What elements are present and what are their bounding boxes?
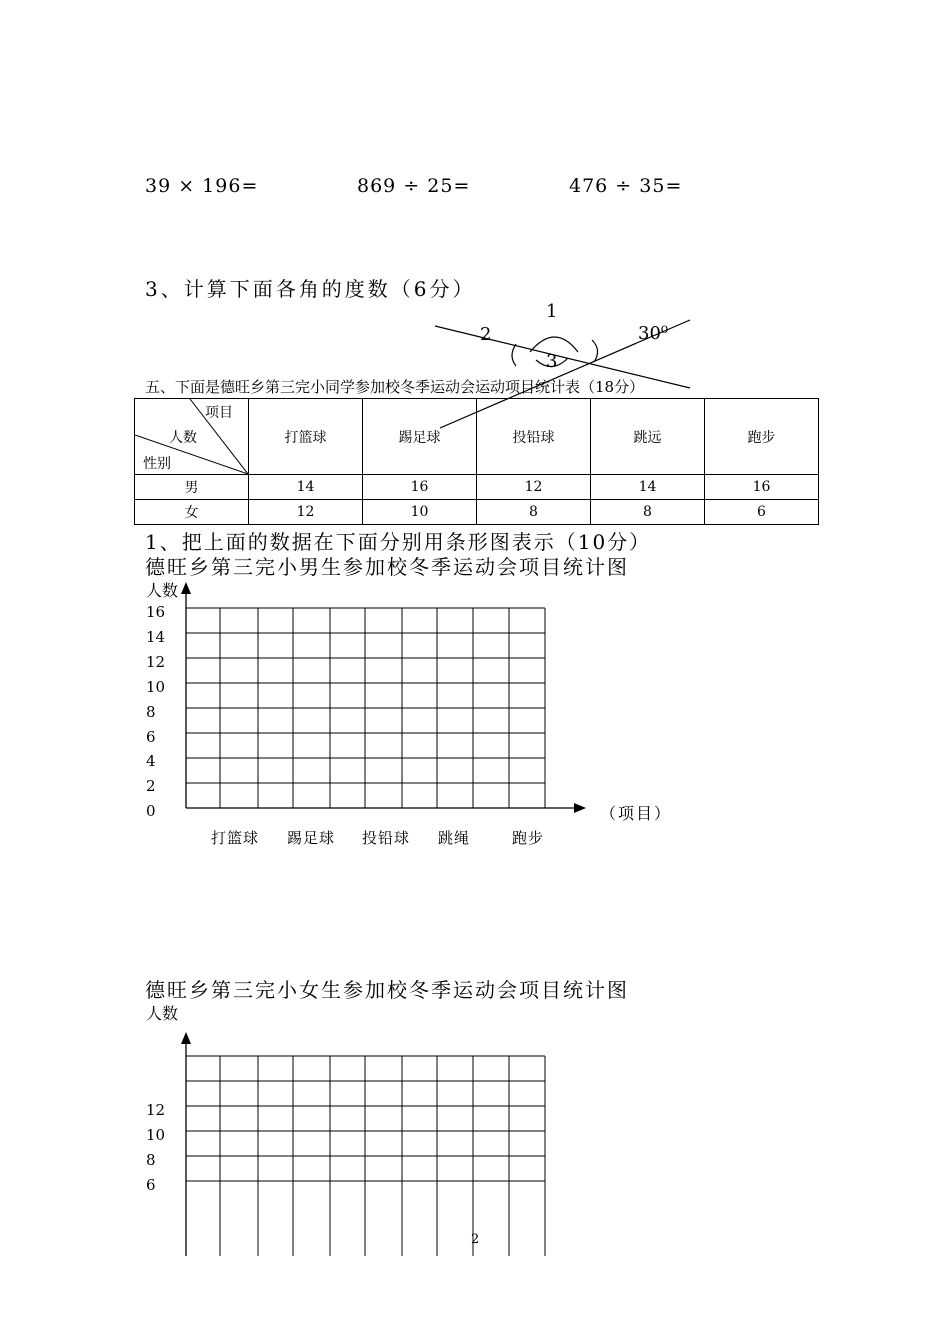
calc-problem-3: 476 ÷ 35= — [569, 175, 683, 197]
x-axis-label: （项目） — [600, 804, 673, 823]
y-tick: 12 — [146, 653, 166, 671]
table-cell: 8 — [477, 500, 591, 525]
column-header: 踢足球 — [363, 399, 477, 475]
table-cell: 12 — [249, 500, 363, 525]
chart-1-title: 德旺乡第三完小男生参加校冬季运动会项目统计图 — [145, 555, 629, 579]
x-category: 跑步 — [512, 829, 545, 847]
table-cell: 16 — [705, 475, 819, 500]
x-axis-arrow — [574, 803, 586, 813]
column-header: 打篮球 — [249, 399, 363, 475]
corner-label-item: 项目 — [205, 405, 233, 421]
table-cell: 6 — [705, 500, 819, 525]
table-cell: 16 — [363, 475, 477, 500]
column-header: 投铅球 — [477, 399, 591, 475]
table-cell: 12 — [477, 475, 591, 500]
y-tick: 8 — [146, 1151, 156, 1169]
chart-2-ylabel: 人数 — [146, 1004, 179, 1023]
table-cell: 10 — [363, 500, 477, 525]
y-tick: 2 — [146, 777, 156, 795]
angle-label-1: 1 — [546, 301, 558, 322]
chart-1-ylabel: 人数 — [146, 581, 179, 600]
grid-lines — [186, 608, 545, 808]
question-3-title: 3、计算下面各角的度数（6分） — [145, 277, 476, 301]
corner-label-gender: 性别 — [143, 456, 171, 472]
row-label: 男 — [135, 475, 249, 500]
chart-2-title: 德旺乡第三完小女生参加校冬季运动会项目统计图 — [145, 978, 629, 1002]
y-tick: 6 — [146, 728, 156, 746]
y-tick: 4 — [146, 752, 156, 770]
x-category: 打篮球 — [211, 829, 260, 847]
calc-problem-1: 39 × 196= — [145, 175, 259, 197]
calc-problem-2: 869 ÷ 25= — [357, 175, 471, 197]
x-category: 跳绳 — [438, 829, 471, 847]
table-cell: 8 — [591, 500, 705, 525]
x-category: 投铅球 — [362, 829, 411, 847]
corner-label-count: 人数 — [169, 430, 197, 446]
table-cell: 14 — [249, 475, 363, 500]
y-tick: 10 — [146, 1126, 166, 1144]
angle-label-30: 30⁰ — [638, 323, 669, 344]
column-header: 跑步 — [705, 399, 819, 475]
column-header: 跳远 — [591, 399, 705, 475]
y-tick: 16 — [146, 603, 166, 621]
grid-lines — [186, 1056, 545, 1256]
angle-label-3: 3 — [546, 351, 558, 372]
y-tick: 6 — [146, 1176, 156, 1194]
section-5-title: 五、下面是德旺乡第三完小同学参加校冬季运动会运动项目统计表（18分） — [145, 378, 645, 396]
y-axis-arrow — [181, 582, 191, 594]
y-tick: 12 — [146, 1101, 166, 1119]
page-number: 2 — [471, 1232, 480, 1247]
y-tick: 0 — [146, 802, 156, 820]
y-axis-arrow — [181, 1032, 191, 1044]
table-cell: 14 — [591, 475, 705, 500]
task-1-title: 1、把上面的数据在下面分别用条形图表示（10分） — [145, 530, 652, 554]
y-tick: 14 — [146, 628, 166, 646]
y-tick: 10 — [146, 678, 166, 696]
x-category: 踢足球 — [287, 829, 336, 847]
angle-label-2: 2 — [480, 324, 492, 345]
y-tick: 8 — [146, 703, 156, 721]
row-label: 女 — [135, 500, 249, 525]
